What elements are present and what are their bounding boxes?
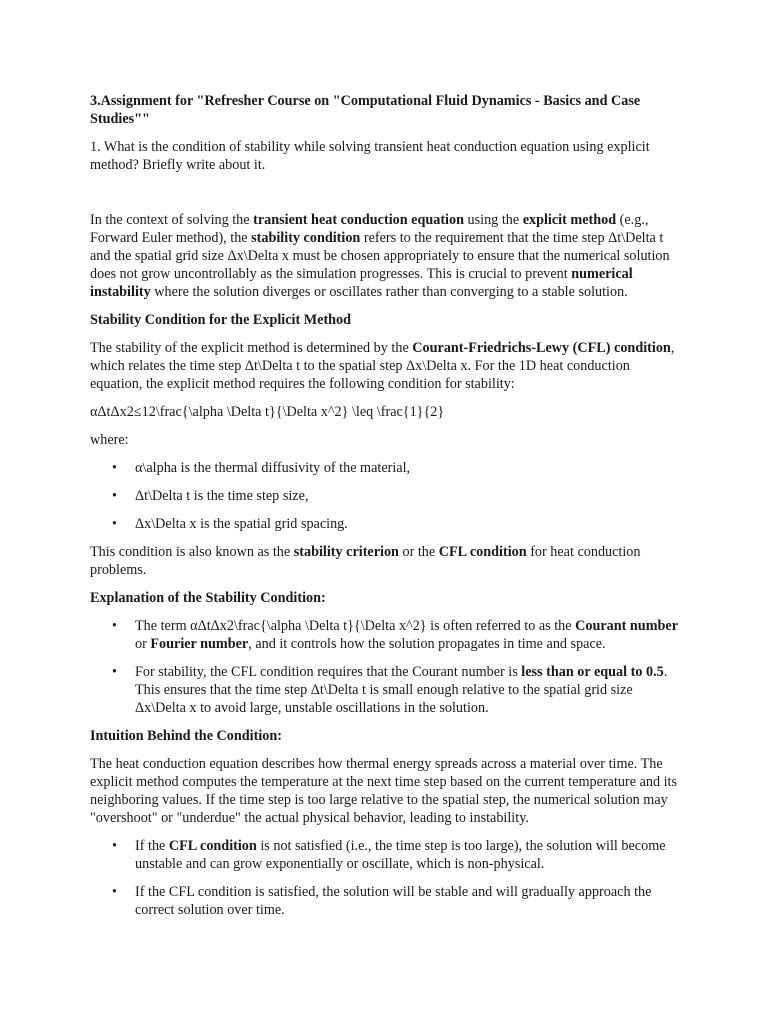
bullet-icon: •: [112, 488, 117, 504]
assignment-title: 3.Assignment for "Refresher Course on "Computational Fluid Dynamics - Basics and Case Studies"": [90, 93, 641, 127]
where-label: where:: [90, 432, 129, 448]
bullet-icon: •: [112, 838, 117, 854]
criterion-paragraph: This condition is also known as the stability criterion or the CFL condition for heat conduction problems.: [90, 544, 641, 578]
list-item: • The term αΔtΔx2\frac{\alpha \Delta t}{\Delta x^2} is often referred to as the Courant number or Fourier number, and it controls how the solution propagates in time and space.: [112, 618, 678, 652]
section-heading-explanation: Explanation of the Stability Condition:: [90, 590, 326, 606]
intro-paragraph: In the context of solving the transient heat conduction equation using the explicit method (e.g., Forward Euler method), the stability condition refers to the requirement that the time step Δt\Delta t and the spatial grid size Δx\Delta x must be chosen appropriately to ensure that the numerical solution does not grow uncontrollably as the simulation progresses. This is crucial to prevent numerical instability where the solution diverges or oscillates rather than converging to a stable solution.: [90, 212, 670, 300]
cfl-paragraph: The stability of the explicit method is determined by the Courant-Friedrichs-Lewy (CFL) condition, which relates the time step Δt\Delta t to the spatial step Δx\Delta x. For the 1D heat conduction equation, the explicit method requires the following condition for stability:: [90, 340, 675, 392]
stability-formula: αΔtΔx2≤12\frac{\alpha \Delta t}{\Delta x^2} \leq \frac{1}{2}: [90, 404, 445, 420]
explanation-list: [90, 617, 680, 717]
section-heading-intuition: Intuition Behind the Condition:: [90, 728, 282, 744]
list-item: • If the CFL condition is satisfied, the solution will be stable and will gradually approach the correct solution over time.: [112, 884, 652, 918]
section-heading-stability: Stability Condition for the Explicit Method: [90, 312, 352, 328]
list-item: • Δx\Delta x is the spatial grid spacing.: [112, 516, 348, 532]
list-item: • α\alpha is the thermal diffusivity of the material,: [112, 460, 411, 476]
where-list: [90, 459, 680, 533]
list-item: • Δt\Delta t is the time step size,: [112, 488, 309, 504]
intuition-list: [90, 837, 680, 919]
bullet-icon: •: [112, 516, 117, 532]
list-item: • If the CFL condition is not satisfied (i.e., the time step is too large), the solution will become unstable and can grow exponentially or oscillate, which is non-physical.: [112, 838, 666, 872]
question-text: 1. What is the condition of stability while solving transient heat conduction equation using explicit method? Briefly write about it.: [90, 139, 650, 173]
bullet-icon: •: [112, 884, 117, 900]
bullet-icon: •: [112, 460, 117, 476]
bullet-icon: •: [112, 664, 117, 680]
document-body: [90, 92, 680, 929]
list-item: • For stability, the CFL condition requires that the Courant number is less than or equal to 0.5. This ensures that the time step Δt\Delta t is small enough relative to the spatial grid size Δx\Delta x to avoid large, unstable oscillations in the solution.: [112, 664, 668, 716]
intuition-paragraph: The heat conduction equation describes how thermal energy spreads across a material over time. The explicit method computes the temperature at the next time step based on the current temperature and its neighboring values. If the time step is too large relative to the spatial step, the numerical solution may "overshoot" or "underdue" the actual physical behavior, leading to instability.: [90, 756, 678, 826]
bullet-icon: •: [112, 618, 117, 634]
